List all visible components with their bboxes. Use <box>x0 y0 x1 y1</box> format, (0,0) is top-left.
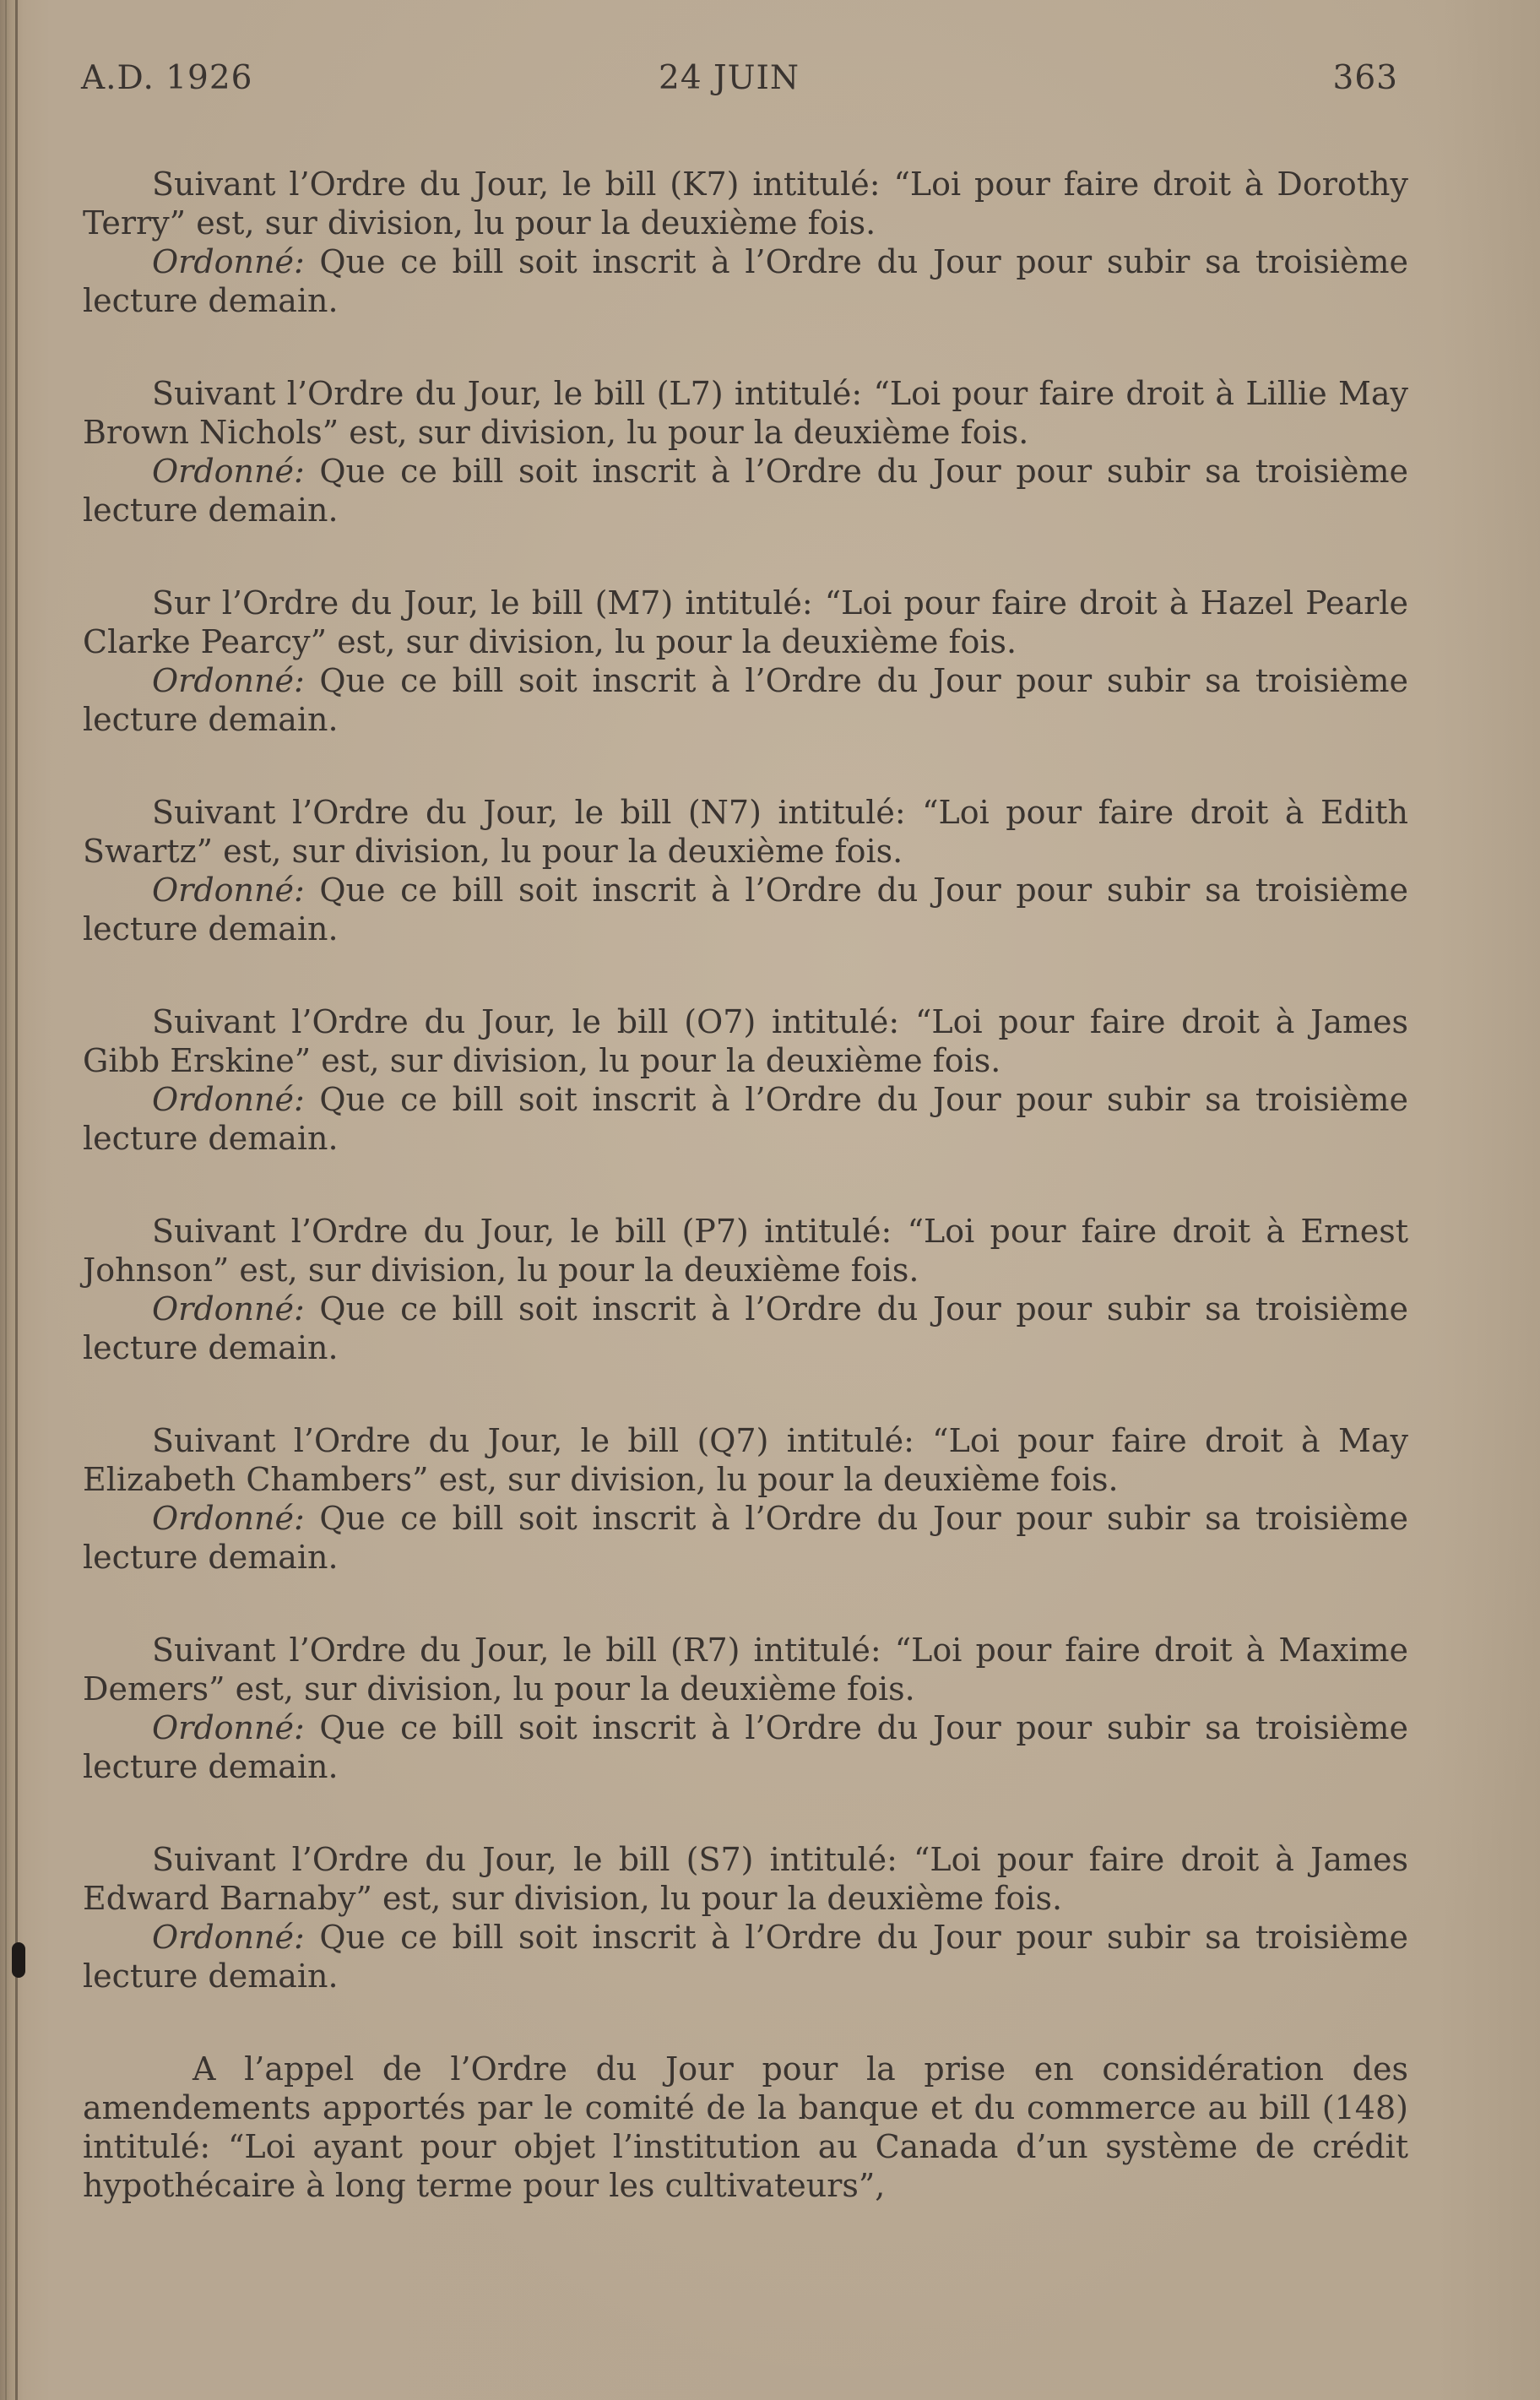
header-year: A.D. 1926 <box>81 59 253 97</box>
entry-order <box>83 661 1408 739</box>
order-label: Ordonné: <box>152 243 305 280</box>
journal-entry <box>83 1631 1408 1840</box>
entry-order <box>83 1290 1408 1367</box>
entry-intro: Suivant l’Ordre du Jour, le bill (S7) intitulé: “Loi pour faire droit à James Edward Barnaby” est, sur division, lu pour la deuxième fois. <box>83 1841 1408 1917</box>
order-text: Que ce bill soit inscrit à l’Ordre du Jour pour subir sa troisième lecture demain. <box>83 243 1408 319</box>
entry-intro: Suivant l’Ordre du Jour, le bill (R7) intitulé: “Loi pour faire droit à Maxime Demers” est, sur division, lu pour la deuxième fois. <box>83 1632 1408 1708</box>
order-text: Que ce bill soit inscrit à l’Ordre du Jour pour subir sa troisième lecture demain. <box>83 662 1408 738</box>
journal-entry <box>83 793 1408 1002</box>
order-label: Ordonné: <box>152 453 305 490</box>
order-label: Ordonné: <box>152 662 305 699</box>
entry-order <box>83 871 1408 948</box>
final-paragraph <box>83 2050 1408 2205</box>
entry-order <box>83 1080 1408 1158</box>
journal-body <box>83 165 1408 2205</box>
page-number: 363 <box>1332 59 1398 97</box>
journal-entry <box>83 1002 1408 1212</box>
order-label: Ordonné: <box>152 1500 305 1537</box>
journal-entry <box>83 1840 1408 2050</box>
order-label: Ordonné: <box>152 1081 305 1118</box>
journal-entry <box>83 1421 1408 1631</box>
entry-order <box>83 1708 1408 1786</box>
order-label: Ordonné: <box>152 1709 305 1746</box>
entry-intro: Suivant l’Ordre du Jour, le bill (L7) intitulé: “Loi pour faire droit à Lillie May Brown Nichols” est, sur division, lu pour la deuxième fois. <box>83 375 1408 451</box>
order-label: Ordonné: <box>152 1290 305 1328</box>
entry-intro: Suivant l’Ordre du Jour, le bill (N7) intitulé: “Loi pour faire droit à Edith Swartz” est, sur division, lu pour la deuxième fois. <box>83 794 1408 870</box>
entry-intro: Suivant l’Ordre du Jour, le bill (K7) intitulé: “Loi pour faire droit à Dorothy Terry” est, sur division, lu pour la deuxième fois. <box>83 166 1408 242</box>
binding-edge <box>15 0 18 2400</box>
binding-hole <box>12 1942 25 1978</box>
order-text: Que ce bill soit inscrit à l’Ordre du Jour pour subir sa troisième lecture demain. <box>83 871 1408 948</box>
order-text: Que ce bill soit inscrit à l’Ordre du Jour pour subir sa troisième lecture demain. <box>83 1081 1408 1157</box>
order-text: Que ce bill soit inscrit à l’Ordre du Jour pour subir sa troisième lecture demain. <box>83 453 1408 529</box>
journal-entry <box>83 165 1408 374</box>
entry-order <box>83 1499 1408 1577</box>
entry-order <box>83 242 1408 320</box>
order-text: Que ce bill soit inscrit à l’Ordre du Jour pour subir sa troisième lecture demain. <box>83 1290 1408 1366</box>
page-header <box>81 59 1398 110</box>
order-text: Que ce bill soit inscrit à l’Ordre du Jour pour subir sa troisième lecture demain. <box>83 1500 1408 1576</box>
journal-entry <box>83 584 1408 793</box>
order-label: Ordonné: <box>152 871 305 909</box>
entry-intro: Suivant l’Ordre du Jour, le bill (Q7) intitulé: “Loi pour faire droit à May Elizabeth Chambers” est, sur division, lu pour la deuxième fois. <box>83 1422 1408 1498</box>
order-text: Que ce bill soit inscrit à l’Ordre du Jour pour subir sa troisième lecture demain. <box>83 1919 1408 1995</box>
order-text: Que ce bill soit inscrit à l’Ordre du Jour pour subir sa troisième lecture demain. <box>83 1709 1408 1785</box>
entry-order <box>83 452 1408 529</box>
entry-order <box>83 1918 1408 1995</box>
entry-intro: Suivant l’Ordre du Jour, le bill (O7) intitulé: “Loi pour faire droit à James Gibb Erskine” est, sur division, lu pour la deuxième fois. <box>83 1003 1408 1079</box>
binding-edge-line <box>5 0 7 2400</box>
final-paragraph-text: A l’appel de l’Ordre du Jour pour la prise en considération des amendements apportés par le comité de la banque et du commerce au bill (148) intitulé: “Loi ayant pour objet l’institution au Canada d’un système de crédit hypothécaire à long terme pour les cultivateurs”, <box>83 2050 1408 2204</box>
journal-entry <box>83 1212 1408 1421</box>
entry-intro: Suivant l’Ordre du Jour, le bill (P7) intitulé: “Loi pour faire droit à Ernest Johnson” est, sur division, lu pour la deuxième fois. <box>83 1213 1408 1289</box>
entry-intro: Sur l’Ordre du Jour, le bill (M7) intitulé: “Loi pour faire droit à Hazel Pearle Clarke Pearcy” est, sur division, lu pour la deuxième fois. <box>83 584 1408 660</box>
order-label: Ordonné: <box>152 1919 305 1956</box>
journal-entry <box>83 374 1408 584</box>
header-date: 24 JUIN <box>659 59 800 97</box>
